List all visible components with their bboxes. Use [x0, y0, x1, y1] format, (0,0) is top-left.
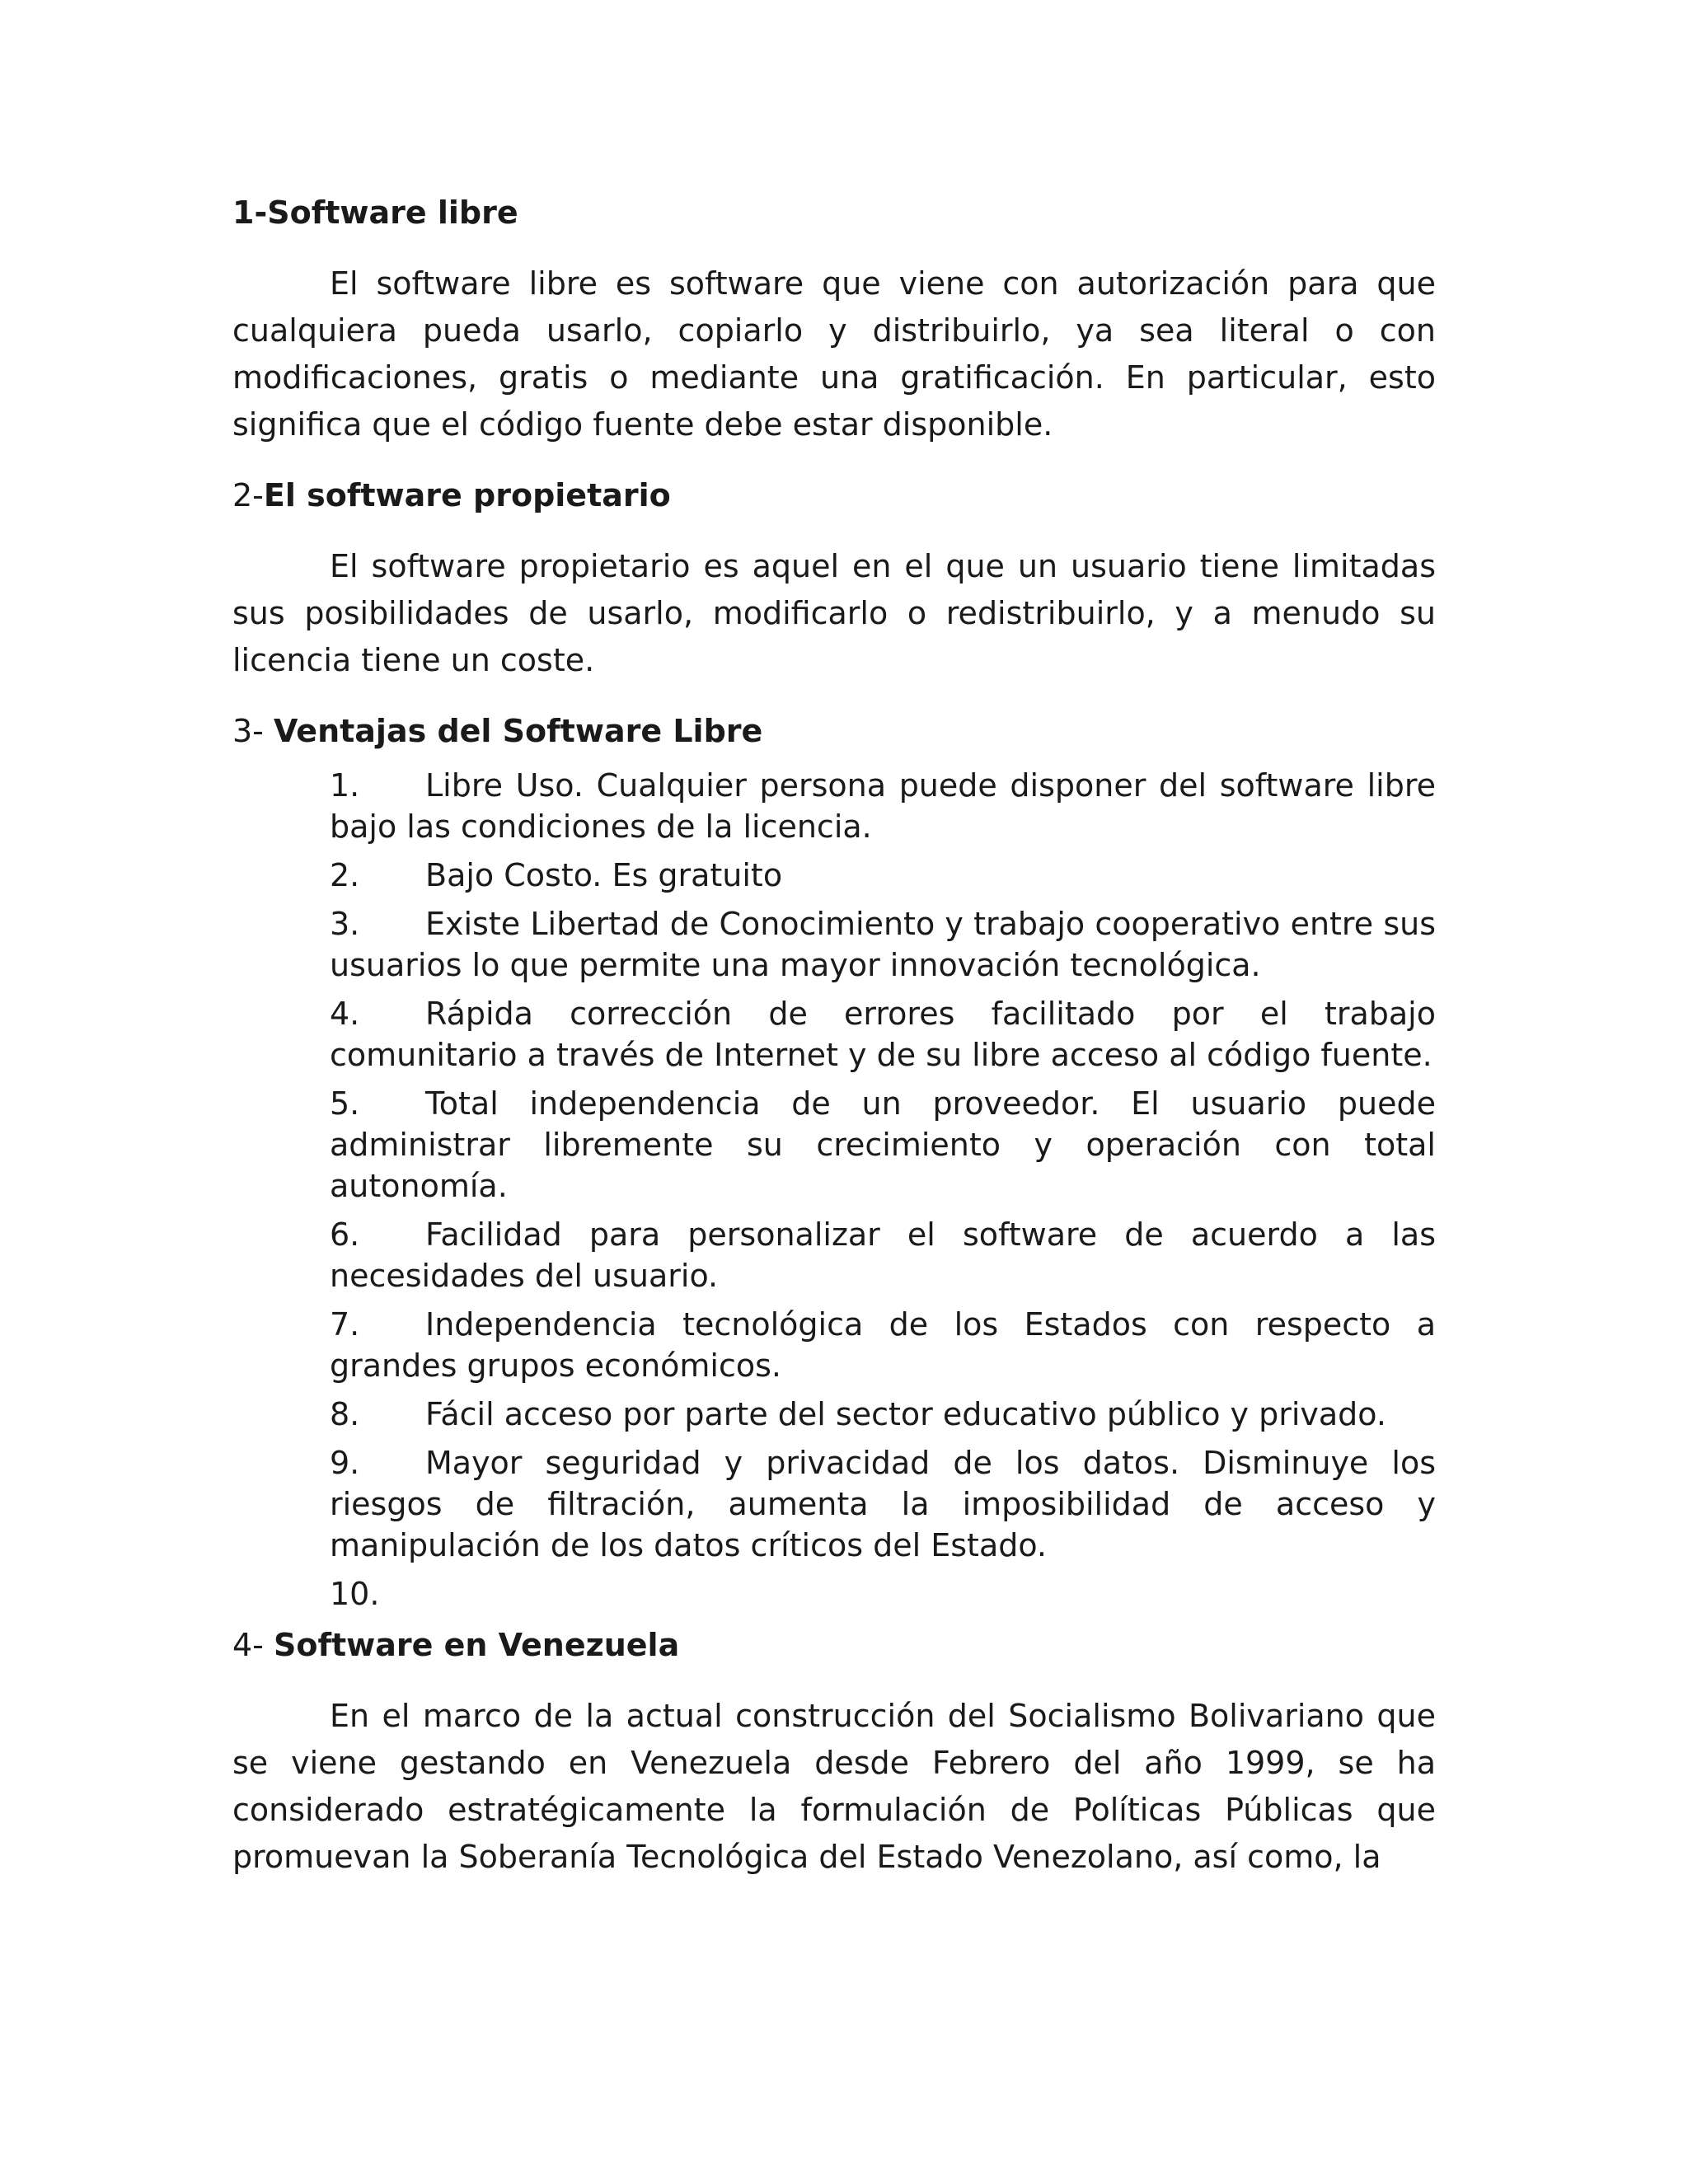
list-text: Mayor seguridad y privacidad de los datos. Disminuye los riesgos de filtración, aumenta la imposibilidad de acceso y manipulación de los datos críticos del Estado. [330, 1445, 1436, 1563]
paragraph-software-propietario: El software propietario es aquel en el que un usuario tiene limitadas sus posibilidades de usarlo, modificarlo o redistribuirlo, y a menudo su licencia tiene un coste. [232, 548, 1436, 678]
heading-title: Ventajas del Software Libre [273, 713, 763, 749]
list-number: 9. [330, 1445, 360, 1481]
list-number: 1. [330, 767, 360, 804]
list-number: 8. [330, 1396, 360, 1432]
section-heading-software-libre [232, 190, 1436, 237]
list-text: Libre Uso. Cualquier persona puede disponer del software libre bajo las condiciones de la licencia. [330, 767, 1436, 845]
list-number: 2. [330, 857, 360, 893]
list-text: Rápida corrección de errores facilitado por el trabajo comunitario a través de Internet y de su libre acceso al código fuente. [330, 996, 1436, 1073]
ventajas-list [232, 765, 1436, 1615]
list-item [330, 1083, 1436, 1207]
list-number: 3. [330, 906, 360, 942]
list-item [330, 855, 1436, 896]
list-item [330, 765, 1436, 847]
list-item [330, 903, 1436, 986]
heading-prefix: 4- [232, 1627, 274, 1663]
section-heading-ventajas [232, 708, 1436, 755]
list-item [330, 1214, 1436, 1296]
section-heading-software-venezuela [232, 1622, 1436, 1669]
paragraph-software-libre: El software libre es software que viene con autorización para que cualquiera pueda usarlo, copiarlo y distribuirlo, ya sea literal o con modificaciones, gratis o mediante una gratificación. En particular, esto significa que el código fuente debe estar disponible. [232, 265, 1436, 443]
list-text: Independencia tecnológica de los Estados con respecto a grandes grupos económicos. [330, 1306, 1436, 1384]
heading-prefix: 2- [232, 477, 264, 513]
list-text: Bajo Costo. Es gratuito [425, 857, 783, 893]
list-text: Fácil acceso por parte del sector educativo público y privado. [425, 1396, 1386, 1432]
list-item [330, 1573, 1436, 1615]
list-number: 6. [330, 1216, 360, 1253]
list-number: 10. [330, 1576, 380, 1612]
paragraph-software-venezuela: En el marco de la actual construcción del Socialismo Bolivariano que se viene gestando en Venezuela desde Febrero del año 1999, se ha considerado estratégicamente la formulación de Políticas Públicas que promuevan la Soberanía Tecnológica del Estado Venezolano, así como, la [232, 1698, 1436, 1875]
list-item [330, 1304, 1436, 1386]
heading-prefix: 1- [232, 194, 268, 231]
list-item [330, 1394, 1436, 1435]
list-number: 5. [330, 1085, 360, 1122]
list-text: Facilidad para personalizar el software de acuerdo a las necesidades del usuario. [330, 1216, 1436, 1294]
heading-title: Software en Venezuela [273, 1627, 680, 1663]
heading-title: El software propietario [263, 477, 671, 513]
list-number: 4. [330, 996, 360, 1032]
list-text: Existe Libertad de Conocimiento y trabajo cooperativo entre sus usuarios lo que permite una mayor innovación tecnológica. [330, 906, 1436, 983]
list-number: 7. [330, 1306, 360, 1343]
document-page [232, 190, 1436, 1881]
list-item [330, 993, 1436, 1076]
list-text: Total independencia de un proveedor. El usuario puede administrar libremente su crecimiento y operación con total autonomía. [330, 1085, 1436, 1204]
list-item [330, 1442, 1436, 1566]
heading-title: Software libre [267, 194, 518, 231]
heading-prefix: 3- [232, 713, 274, 749]
section-heading-software-propietario [232, 472, 1436, 519]
